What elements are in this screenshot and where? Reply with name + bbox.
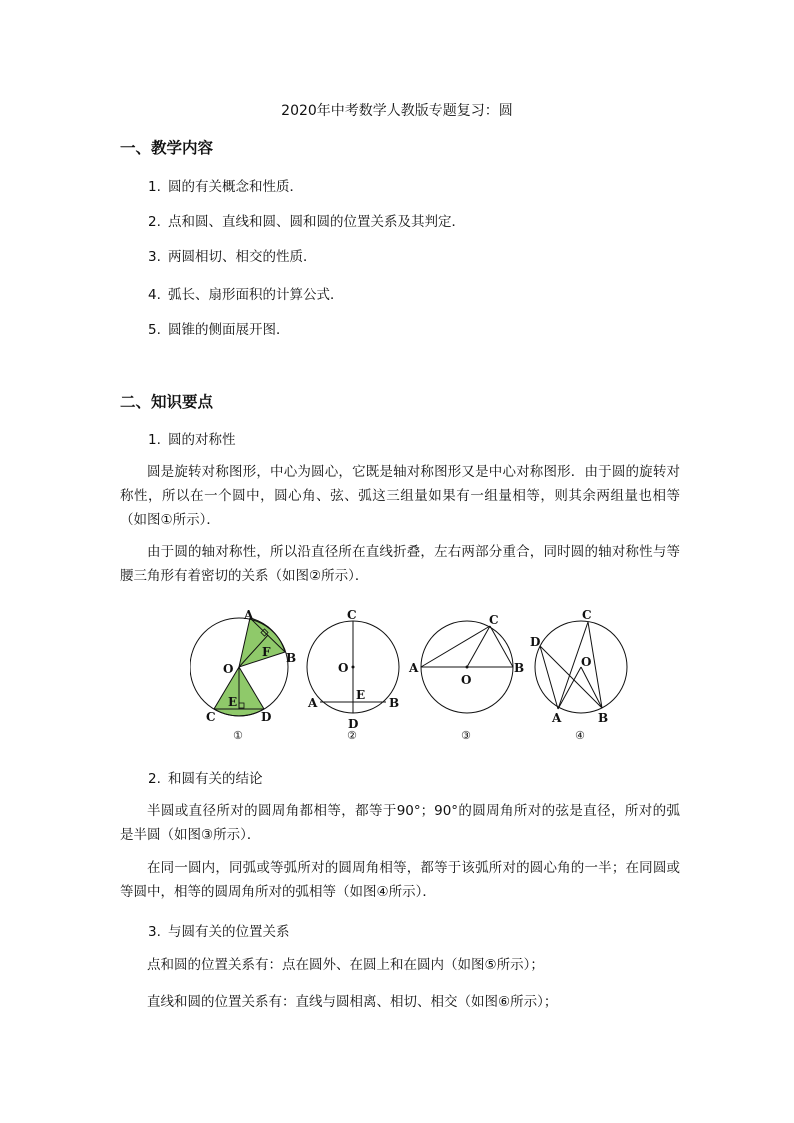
list-item: [148, 210, 465, 230]
subheading: [148, 428, 236, 448]
list-item-number: 2.: [148, 214, 161, 230]
radius-oc: [467, 626, 490, 667]
center-dot: [352, 666, 355, 669]
list-item: [148, 245, 317, 265]
label-d: D: [530, 635, 541, 649]
list-item-text: 两圆相切、相交的性质．: [168, 249, 317, 265]
figure-1: [190, 608, 296, 742]
label-o: O: [581, 655, 592, 669]
label-a: A: [552, 711, 562, 725]
label-b: B: [389, 696, 400, 710]
paragraph-axis-symmetry: 由于圆的轴对称性，所以沿直径所在直线折叠，左右两部分重合，同时圆的轴对称性与等腰三角形有着密切的关系（如图②所示）．: [120, 544, 680, 584]
subheading: [148, 920, 290, 940]
label-f: F: [262, 645, 271, 659]
label-c: C: [489, 613, 499, 627]
list-item: [148, 175, 303, 195]
label-e: E: [228, 695, 238, 709]
subheading: [148, 767, 263, 787]
subheading-number: 2.: [148, 771, 161, 787]
label-d: D: [261, 710, 272, 724]
label-c: C: [347, 608, 357, 622]
subheading-text: 圆的对称性: [168, 432, 236, 448]
list-item-number: 4.: [148, 287, 161, 303]
section-heading-teaching-content: 一、教学内容: [120, 139, 214, 157]
list-item-text: 圆锥的侧面展开图．: [168, 322, 290, 338]
label-e: E: [356, 688, 366, 702]
label-d: D: [348, 717, 359, 731]
figure-row: [190, 606, 640, 746]
list-item: [148, 318, 290, 338]
label-o: O: [223, 662, 234, 676]
paragraph-line-circle: 直线和圆的位置关系有：直线与圆相离、相切、相交（如图⑥所示）；: [147, 994, 558, 1010]
label-o: O: [461, 673, 472, 687]
caption-4: ④: [575, 729, 585, 742]
label-a: A: [244, 608, 254, 622]
label-a: A: [308, 696, 318, 710]
label-b: B: [514, 661, 525, 675]
list-item-text: 弧长、扇形面积的计算公式．: [168, 287, 344, 303]
caption-2: ②: [347, 729, 357, 742]
list-item-text: 圆的有关概念和性质．: [168, 179, 303, 195]
subheading-number: 3.: [148, 924, 161, 940]
center-dot: [466, 666, 469, 669]
chord-cb: [490, 626, 513, 667]
subheading-text: 与圆有关的位置关系: [168, 924, 290, 940]
subheading-text: 和圆有关的结论: [168, 771, 263, 787]
figure-2: [307, 608, 399, 742]
list-item-number: 3.: [148, 249, 161, 265]
circle-figures: [190, 606, 640, 742]
radius-oa: [558, 667, 581, 709]
label-b: B: [598, 711, 609, 725]
label-a: A: [409, 661, 419, 675]
label-o: O: [338, 661, 349, 675]
paragraph-point-circle: 点和圆的位置关系有：点在圆外、在圆上和在圆内（如图⑤所示）；: [147, 957, 544, 973]
caption-1: ①: [233, 729, 243, 742]
label-c: C: [582, 608, 592, 622]
label-b: B: [286, 651, 297, 665]
caption-3: ③: [461, 729, 471, 742]
section-heading-key-points: 二、知识要点: [120, 393, 214, 411]
document-title: 2020年中考数学人教版专题复习：圆: [281, 103, 513, 119]
figure-4: [530, 608, 627, 742]
list-item: [148, 283, 344, 303]
paragraph-same-arc: 在同一圆内，同弧或等弧所对的圆周角相等，都等于该弧所对的圆心角的一半；在同圆或等圆中，相等的圆周角所对的弧相等（如图④所示）．: [120, 860, 680, 900]
list-item-number: 1.: [148, 179, 161, 195]
chord-ac: [421, 626, 490, 667]
label-c: C: [206, 710, 216, 724]
paragraph-symmetry: 圆是旋转对称图形，中心为圆心，它既是轴对称图形又是中心对称图形．由于圆的旋转对称性，所以在一个圆中，圆心角、弦、弧这三组量如果有一组量相等，则其余两组量也相等（如图①所示）．: [120, 464, 680, 528]
list-item-text: 点和圆、直线和圆、圆和圆的位置关系及其判定．: [168, 214, 465, 230]
paragraph-inscribed-angle: 半圆或直径所对的圆周角都相等，都等于90°；90°的圆周角所对的弦是直径，所对的弧是半圆（如图③所示）．: [120, 803, 680, 843]
list-item-number: 5.: [148, 322, 161, 338]
figure-3: [408, 613, 524, 742]
subheading-number: 1.: [148, 432, 161, 448]
